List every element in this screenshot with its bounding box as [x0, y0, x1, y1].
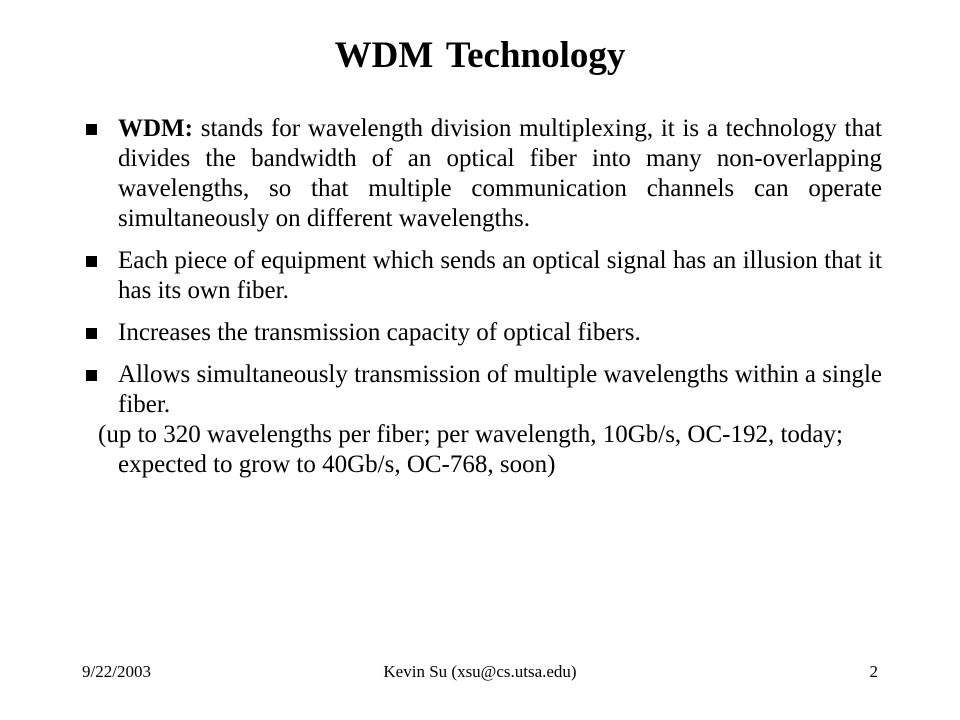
- footer-author: Kevin Su (xsu@cs.utsa.edu): [383, 662, 577, 681]
- footer-page-number: 2: [869, 662, 878, 681]
- bullet-item-multiple-wavelengths: [82, 360, 882, 420]
- slide-title: WDM Technology: [334, 35, 626, 76]
- bullet-text: Allows simultaneously transmission of multiple wavelengths within a single fiber.: [118, 361, 882, 418]
- bullet-text: Increases the transmission capacity of optical fibers.: [118, 319, 641, 346]
- bullet-item-wdm-definition: [82, 114, 882, 234]
- bullet-term: WDM:: [118, 115, 193, 142]
- square-bullet-icon: [86, 370, 97, 381]
- square-bullet-icon: [86, 328, 97, 339]
- bullet-item-own-fiber: [82, 246, 882, 306]
- capacity-note: (up to 320 wavelengths per fiber; per wavelength, 10Gb/s, OC-192, today; expected to grow to 40Gb/s, OC-768, soon): [98, 421, 843, 478]
- square-bullet-icon: [86, 256, 97, 267]
- square-bullet-icon: [86, 124, 97, 135]
- bullet-list: [82, 114, 882, 432]
- bullet-text: Each piece of equipment which sends an optical signal has an illusion that it has its own fiber.: [118, 247, 882, 304]
- bullet-text: stands for wavelength division multiplexing, it is a technology that divides the bandwidth of an optical fiber into many non-overlapping wavelengths, so that multiple communication channels can operate simultaneously on different wavelengths.: [118, 115, 882, 232]
- bullet-item-capacity: [82, 318, 882, 348]
- footer-date: 9/22/2003: [82, 662, 151, 681]
